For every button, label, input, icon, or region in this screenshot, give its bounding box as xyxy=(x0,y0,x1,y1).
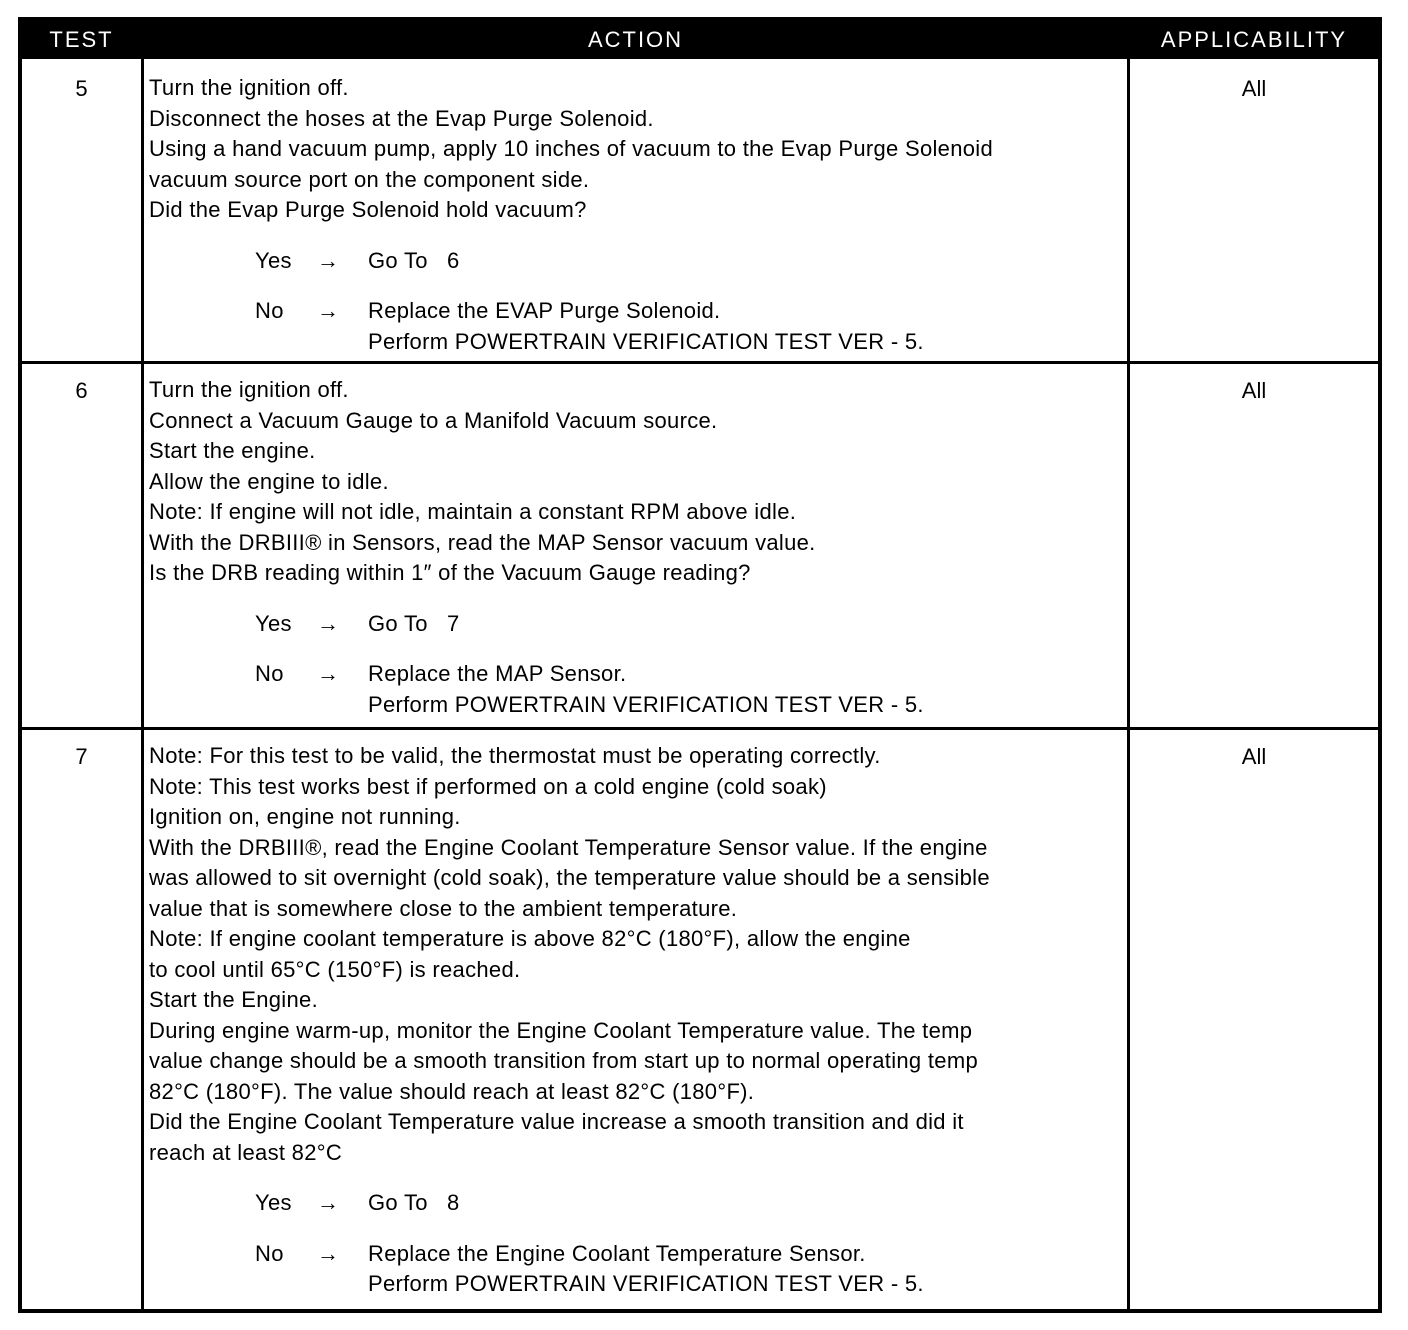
no-label: No xyxy=(255,1240,284,1266)
action-cell xyxy=(149,741,1124,1300)
action-line: Note: If engine will not idle, maintain a constant RPM above idle. xyxy=(149,499,797,524)
arrow-right-icon: → xyxy=(317,247,340,273)
header-action: ACTION xyxy=(587,27,684,52)
arrow-right-icon: → xyxy=(317,661,340,686)
action-line: Is the DRB reading within 1″ of the Vacuum Gauge reading? xyxy=(149,560,751,585)
action-line: Did the Evap Purge Solenoid hold vacuum? xyxy=(149,197,587,222)
action-cell xyxy=(149,73,1124,357)
action-line: vacuum source port on the component side. xyxy=(149,166,590,192)
action-line: With the DRBIII®, read the Engine Coolant Temperature Sensor value. If the engine xyxy=(149,834,988,860)
no-label: No xyxy=(255,298,284,323)
table-row xyxy=(22,364,1378,727)
applicability-value: All xyxy=(1241,744,1267,769)
action-line: was allowed to sit overnight (cold soak), the temperature value should be a sensible xyxy=(149,865,990,890)
table-row xyxy=(22,62,1378,361)
yes-result xyxy=(149,246,1124,277)
header-applicability: APPLICABILITY xyxy=(1160,27,1348,52)
no-extra-text: Perform POWERTRAIN VERIFICATION TEST VER - 5. xyxy=(368,328,924,354)
table-header xyxy=(22,21,1378,59)
arrow-right-icon: → xyxy=(317,298,340,323)
action-line: Using a hand vacuum pump, apply 10 inches of vacuum to the Evap Purge Solenoid xyxy=(149,136,994,161)
yes-label: Yes xyxy=(255,247,292,273)
diagnostic-test-table xyxy=(18,17,1382,1313)
action-line: Allow the engine to idle. xyxy=(149,468,389,494)
action-line: Disconnect the hoses at the Evap Purge Solenoid. xyxy=(149,105,654,131)
no-result xyxy=(149,659,1124,690)
action-line: During engine warm-up, monitor the Engine Coolant Temperature value. The temp xyxy=(149,1017,973,1043)
no-text: Replace the EVAP Purge Solenoid. xyxy=(368,298,721,323)
action-line: Turn the ignition off. xyxy=(149,377,349,402)
action-line: Note: This test works best if performed on a cold engine (cold soak) xyxy=(149,773,827,799)
test-number: 6 xyxy=(75,378,88,403)
yes-label: Yes xyxy=(255,610,292,636)
arrow-right-icon: → xyxy=(317,1240,340,1266)
action-line: Did the Engine Coolant Temperature value increase a smooth transition and did it xyxy=(149,1109,964,1134)
no-extra-text: Perform POWERTRAIN VERIFICATION TEST VER - 5. xyxy=(368,1271,924,1296)
no-text: Replace the MAP Sensor. xyxy=(368,661,627,686)
yes-result xyxy=(149,609,1124,640)
action-cell xyxy=(149,375,1124,720)
action-line: Note: If engine coolant temperature is above 82°C (180°F), allow the engine xyxy=(149,926,911,951)
yes-text: Go To 7 xyxy=(368,610,460,636)
action-line: 82°C (180°F). The value should reach at least 82°C (180°F). xyxy=(149,1078,755,1104)
applicability-value: All xyxy=(1241,76,1267,101)
action-line: Note: For this test to be valid, the thermostat must be operating correctly. xyxy=(149,743,881,768)
test-number: 7 xyxy=(75,744,88,769)
action-line: Start the engine. xyxy=(149,438,316,463)
action-line: With the DRBIII® in Sensors, read the MAP Sensor vacuum value. xyxy=(149,529,816,555)
applicability-value: All xyxy=(1241,378,1267,403)
action-line: Start the Engine. xyxy=(149,987,318,1012)
yes-text: Go To 6 xyxy=(368,247,460,273)
no-text: Replace the Engine Coolant Temperature Sensor. xyxy=(368,1240,866,1266)
no-extra-text: Perform POWERTRAIN VERIFICATION TEST VER - 5. xyxy=(368,691,924,717)
action-line: Ignition on, engine not running. xyxy=(149,804,461,829)
action-line: value that is somewhere close to the ambient temperature. xyxy=(149,895,738,921)
header-test: TEST xyxy=(49,27,114,52)
action-line: Connect a Vacuum Gauge to a Manifold Vacuum source. xyxy=(149,407,718,433)
yes-text: Go To 8 xyxy=(368,1190,460,1215)
no-result xyxy=(149,296,1124,327)
arrow-right-icon: → xyxy=(317,1190,340,1215)
test-number: 5 xyxy=(75,76,88,101)
action-line: reach at least 82°C xyxy=(149,1139,343,1165)
arrow-right-icon: → xyxy=(317,610,340,636)
table-row xyxy=(22,730,1378,1309)
action-line: Turn the ignition off. xyxy=(149,75,349,100)
no-result xyxy=(149,1239,1124,1270)
yes-label: Yes xyxy=(255,1190,292,1215)
action-line: to cool until 65°C (150°F) is reached. xyxy=(149,956,521,982)
no-label: No xyxy=(255,661,284,686)
action-line: value change should be a smooth transition from start up to normal operating temp xyxy=(149,1048,978,1073)
yes-result xyxy=(149,1188,1124,1219)
